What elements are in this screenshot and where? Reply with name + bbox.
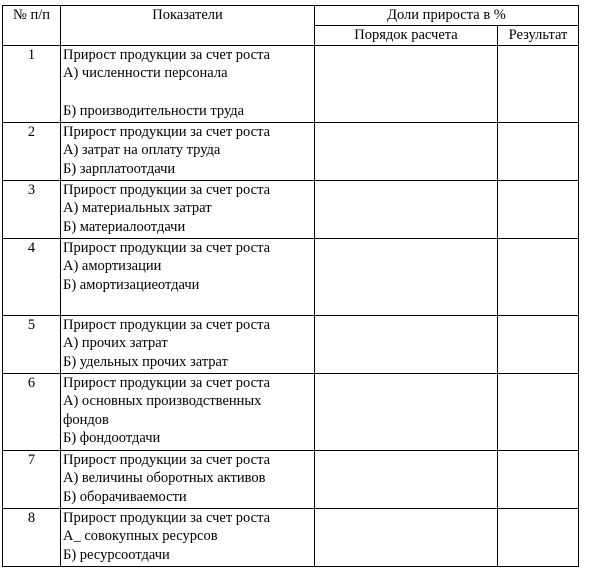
indicator-option-b: Б) материалоотдачи <box>63 218 186 235</box>
indicator-option-b: Б) ресурсоотдачи <box>63 546 170 563</box>
table-row <box>3 122 579 180</box>
header-calc-method: Порядок расчета <box>315 26 498 46</box>
indicator-cell <box>61 238 315 315</box>
calc-method-cell <box>315 122 498 180</box>
indicator-cell <box>61 180 315 238</box>
indicator-title: Прирост продукции за счет роста <box>63 123 271 140</box>
indicator-option-a: А) численности персонала <box>63 65 228 81</box>
indicator-title: Прирост продукции за счет роста <box>63 239 271 256</box>
indicator-option-a: А) затрат на оплату труда <box>63 142 221 158</box>
indicator-option-a: А) прочих затрат <box>63 335 168 351</box>
table-row <box>3 315 579 373</box>
indicator-cell <box>61 450 315 508</box>
calc-method-cell <box>315 508 498 566</box>
header-result: Результат <box>498 26 579 46</box>
row-number: 3 <box>3 180 61 238</box>
growth-shares-table <box>2 5 579 567</box>
result-cell <box>498 508 579 566</box>
table-row <box>3 450 579 508</box>
indicator-option-b: Б) зарплатоотдачи <box>63 160 176 177</box>
indicator-cell <box>61 122 315 180</box>
table-row <box>3 373 579 450</box>
row-number: 4 <box>3 238 61 315</box>
indicator-cell <box>61 373 315 450</box>
indicator-option-a: А) основных производственных фондов <box>63 393 262 428</box>
table-row <box>3 45 579 122</box>
indicator-option-b: Б) фондоотдачи <box>63 430 161 446</box>
table-row <box>3 508 579 566</box>
result-cell <box>498 315 579 373</box>
indicator-option-b: Б) производительности труда <box>63 102 245 119</box>
row-number: 7 <box>3 450 61 508</box>
indicator-cell <box>61 508 315 566</box>
header-indicators: Показатели <box>61 6 315 46</box>
calc-method-cell <box>315 373 498 450</box>
indicator-title: Прирост продукции за счет роста <box>63 509 271 526</box>
row-number: 1 <box>3 45 61 122</box>
indicator-title: Прирост продукции за счет роста <box>63 46 271 63</box>
result-cell <box>498 122 579 180</box>
indicator-option-a: А_ совокупных ресурсов <box>63 528 218 544</box>
indicator-title: Прирост продукции за счет роста <box>63 374 271 391</box>
indicator-option-a: А) материальных затрат <box>63 200 212 216</box>
row-number: 5 <box>3 315 61 373</box>
header-number: № п/п <box>3 6 61 46</box>
indicator-option-b: Б) амортизациеотдачи <box>63 276 200 293</box>
calc-method-cell <box>315 238 498 315</box>
indicator-option-b: Б) удельных прочих затрат <box>63 353 228 370</box>
indicator-option-a: А) величины оборотных активов <box>63 470 266 486</box>
table-row <box>3 180 579 238</box>
result-cell <box>498 373 579 450</box>
result-cell <box>498 45 579 122</box>
indicator-title: Прирост продукции за счет роста <box>63 451 271 468</box>
indicator-title: Прирост продукции за счет роста <box>63 316 271 333</box>
result-cell <box>498 450 579 508</box>
result-cell <box>498 180 579 238</box>
calc-method-cell <box>315 315 498 373</box>
calc-method-cell <box>315 180 498 238</box>
indicator-option-a: А) амортизации <box>63 258 162 274</box>
indicator-cell <box>61 315 315 373</box>
header-row-1 <box>3 6 579 26</box>
result-cell <box>498 238 579 315</box>
blank-line <box>63 83 312 102</box>
calc-method-cell <box>315 450 498 508</box>
indicator-title: Прирост продукции за счет роста <box>63 181 271 198</box>
row-number: 2 <box>3 122 61 180</box>
table-row <box>3 238 579 315</box>
header-growth-share: Доли прироста в % <box>315 6 579 26</box>
row-number: 8 <box>3 508 61 566</box>
row-number: 6 <box>3 373 61 450</box>
calc-method-cell <box>315 45 498 122</box>
indicator-option-b: Б) оборачиваемости <box>63 488 187 505</box>
indicator-cell <box>61 45 315 122</box>
